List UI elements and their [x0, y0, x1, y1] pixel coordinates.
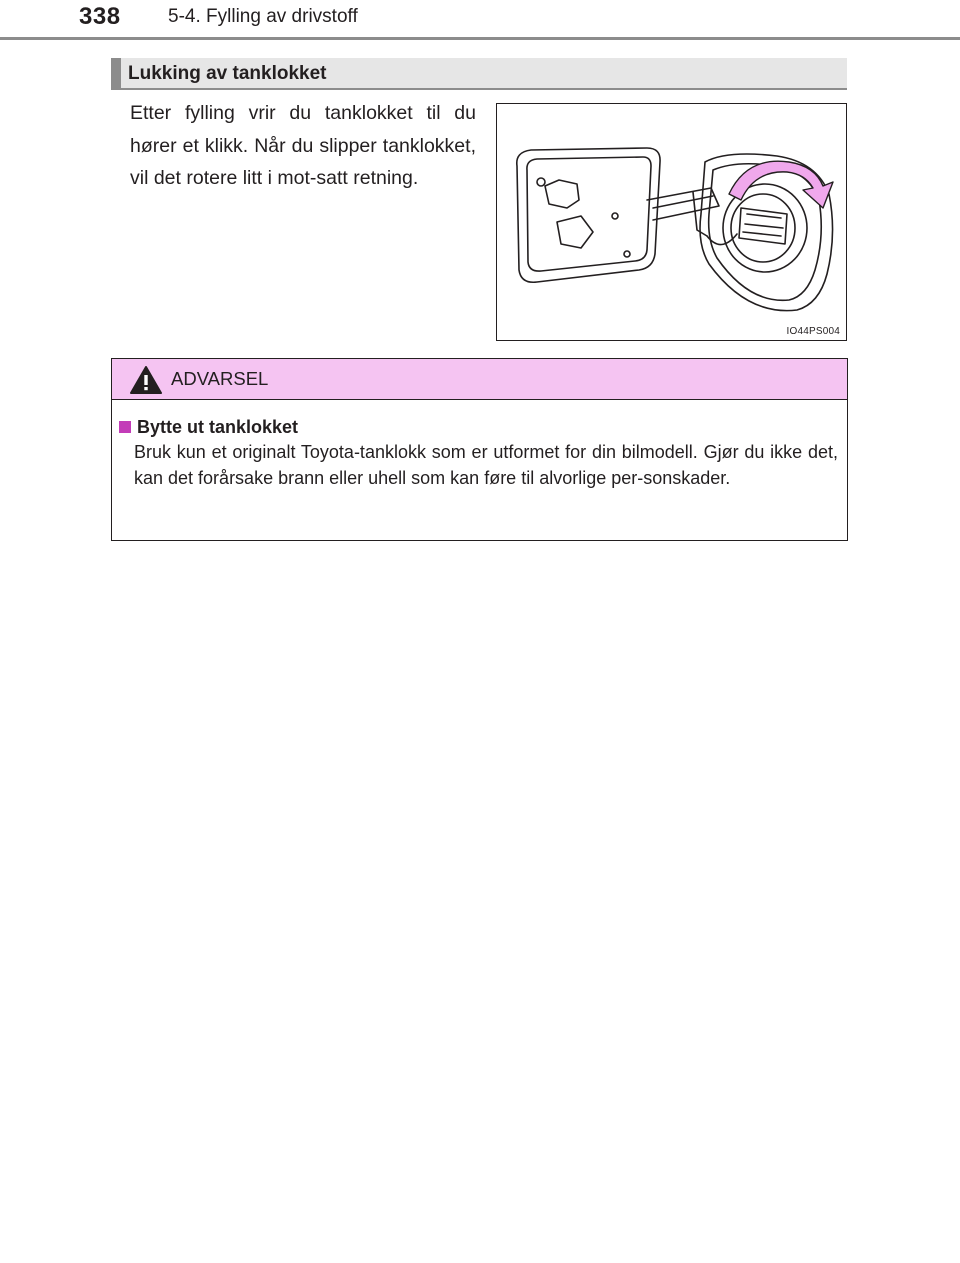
- section-heading-bar: [111, 58, 121, 88]
- fuel-door-drawing: [497, 104, 846, 340]
- header-rule: [0, 37, 960, 40]
- warning-header: [112, 359, 847, 400]
- bullet-square-icon: [119, 421, 131, 433]
- warning-item-body: Bruk kun et originalt Toyota-tanklokk som er utformet for din bilmodell. Gjør du ikke det, kan det forårsake brann eller uhell som kan føre til alvorlige per-sonskader.: [134, 442, 838, 488]
- section-heading-text: Lukking av tanklokket: [128, 63, 327, 84]
- fuel-cap-illustration: [496, 103, 847, 341]
- section-heading: [111, 58, 847, 90]
- page-number: 338: [79, 3, 121, 30]
- figure-code: IO44PS004: [786, 326, 840, 337]
- section-body-text: Etter fylling vrir du tanklokket til du hører et klikk. Når du slipper tanklokket, vil det rotere litt i mot-satt retning.: [130, 102, 476, 189]
- chapter-title: 5-4. Fylling av drivstoff: [168, 6, 358, 27]
- warning-item-title: Bytte ut tanklokket: [137, 417, 299, 437]
- warning-box: [111, 358, 848, 541]
- warning-label: ADVARSEL: [171, 368, 269, 389]
- warning-triangle-icon: [129, 365, 163, 395]
- warning-item: [119, 417, 839, 491]
